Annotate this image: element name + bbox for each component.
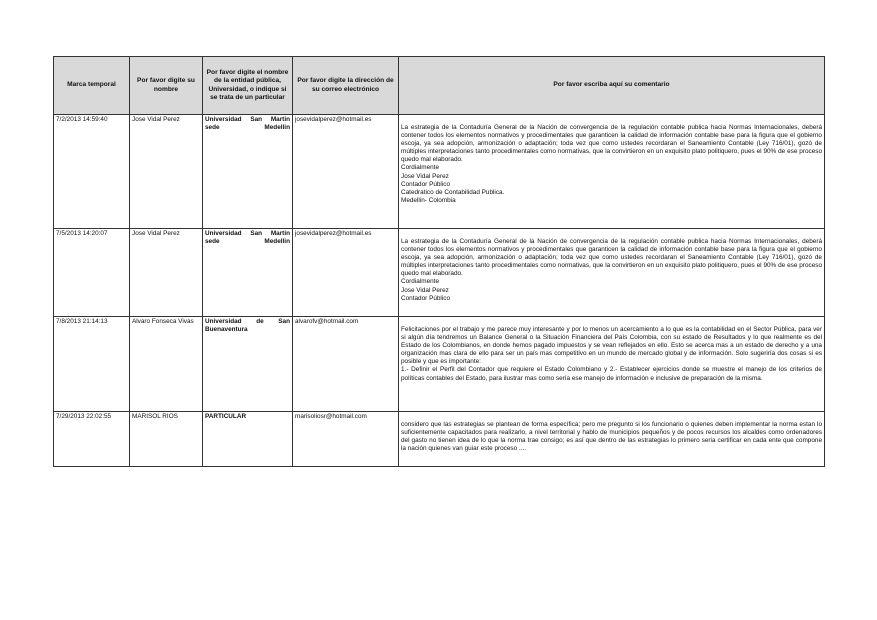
cell-timestamp: 7/29/2013 22:02:55 <box>54 412 130 467</box>
cell-timestamp: 7/5/2013 14:20:07 <box>54 229 130 317</box>
comment-signature-line: Cordialmente <box>401 278 440 286</box>
header-timestamp: Marca temporal <box>54 57 130 115</box>
cell-email: josevidalperez@hotmail.es <box>293 115 399 229</box>
comment-signature-line: Cordialmente <box>401 164 440 172</box>
cell-name: Jose Vidal Perez <box>130 115 203 229</box>
comment-signature-line: 1.- Definir el Perfil del Contador que requiere el Estado Colombiano y 2.- Establecer ejercicios donde se muestre el manejo de los criterios de políticas contables del Estado, para ilustrar mas como sería ese manejo de información e inclusive de preparación de la misma. <box>401 366 822 382</box>
header-email: Por favor digite la dirección de su correo electrónico <box>293 57 399 115</box>
cell-comment <box>399 229 825 317</box>
cell-entity: Universidad de San Buenaventura <box>203 317 293 412</box>
cell-name: MARISOL RIOS <box>130 412 203 467</box>
comment-signature-line: Contador Público <box>401 294 451 302</box>
header-name: Por favor digite su nombre <box>130 57 203 115</box>
table-row <box>54 115 825 229</box>
comments-table <box>53 56 825 467</box>
comment-text: La estrategia de la Contaduría General de la Nación de convergencia de la regulación contable publica hacia Normas Internacionales, deberá contener todos los elementos normativos y procedimentales que garanticen la calidad de información contable base para la figura que el gobierno escoja, ya sea adopción, armonización o adaptación; toda vez que como ustedes recordaran el Saneamiento Contable (Ley 716/01), gozó de múltiples interpretaciones tanto procedimentales como normativas, que la convirtieron en un exquisito plato politiquero, pues el 90% de ese proceso quedo mal elaborado. <box>401 238 822 278</box>
header-entity: Por favor digite el nombre de la entidad pública, Universidad, o indique si se trata de un particular <box>203 57 293 115</box>
cell-email: marisoliosr@hotmail.com <box>293 412 399 467</box>
cell-email: alvarofv@hotmail.com <box>293 317 399 412</box>
table-row <box>54 317 825 412</box>
comment-text: La estrategia de la Contaduría General de la Nación de convergencia de la regulación contable publica hacia Normas Internacionales, deberá contener todos los elementos normativos y procedimentales que garanticen la calidad de información contable base para la figura que el gobierno escoja, ya sea adopción, armonización o adaptación; toda vez que como ustedes recordaran el Saneamiento Contable (Ley 716/01), gozó de múltiples interpretaciones tanto procedimentales como normativas, que la convirtieron en un exquisito plato politiquero, pues el 90% de ese proceso quedo mal elaborado. <box>401 124 822 164</box>
cell-name: Jose Vidal Perez <box>130 229 203 317</box>
comment-text: considero que las estrategias se plantean de forma específica; pero me pregunto si los funcionario o quienes deben implementar la norma estan lo suficientemente capacitados para realizarlo, a nivel territorial y hablo de municipios pequeños y de pocos recursos los alcaldes como ordenadores del gasto no tienen idea de lo que la norma trae consigo; es así que dentro de las estrategias lo primero seria certificar en cada ente que compone la nación quienes van guiar este proceso .... <box>401 421 822 453</box>
comment-signature-line: Catedratico de Contabilidad Publica. <box>401 188 505 196</box>
cell-entity: Universidad San Martin sede Medellin <box>203 115 293 229</box>
comment-signature-line: Medellin- Colombia <box>401 196 456 204</box>
cell-name: Alvaro Fonseca Vivas <box>130 317 203 412</box>
header-comment: Por favor escriba aquí su comentario <box>399 57 825 115</box>
cell-timestamp: 7/2/2013 14:59:40 <box>54 115 130 229</box>
cell-comment <box>399 317 825 412</box>
spreadsheet <box>53 56 824 467</box>
cell-timestamp: 7/8/2013 21:14:13 <box>54 317 130 412</box>
cell-comment <box>399 412 825 467</box>
cell-entity: PARTICULAR <box>203 412 293 467</box>
table-row <box>54 412 825 467</box>
cell-entity: Universidad San Martin sede Medellin <box>203 229 293 317</box>
comment-signature-line: Jose Vidal Perez <box>401 286 449 294</box>
comment-text: Felicitaciones por el trabajo y me parece muy interesante y por lo menos un acercamiento a lo que es la contabilidad en el Sector Pública, para ver si algún día tendremos un Balance General o la Situación Financiera del País Colombia, con su estado de Resultados y lo que realmente es del Estado de los Colombianos, en donde hemos pagado impuestos y se vean reflejados en ello. Esto se acerca mas a un estado de derecho y a una organización mas clara de ello para ser un país mas competitivo en un mundo de mercado global y de información. Solo sugeriría dos cosas si es posible y que es importante: <box>401 326 822 366</box>
table-row <box>54 229 825 317</box>
cell-email: josevidalperez@hotmail.es <box>293 229 399 317</box>
comment-signature-line: Jose Vidal Perez <box>401 172 449 180</box>
comment-signature-line: Contador Público <box>401 180 451 188</box>
header-row <box>54 57 825 115</box>
cell-comment <box>399 115 825 229</box>
